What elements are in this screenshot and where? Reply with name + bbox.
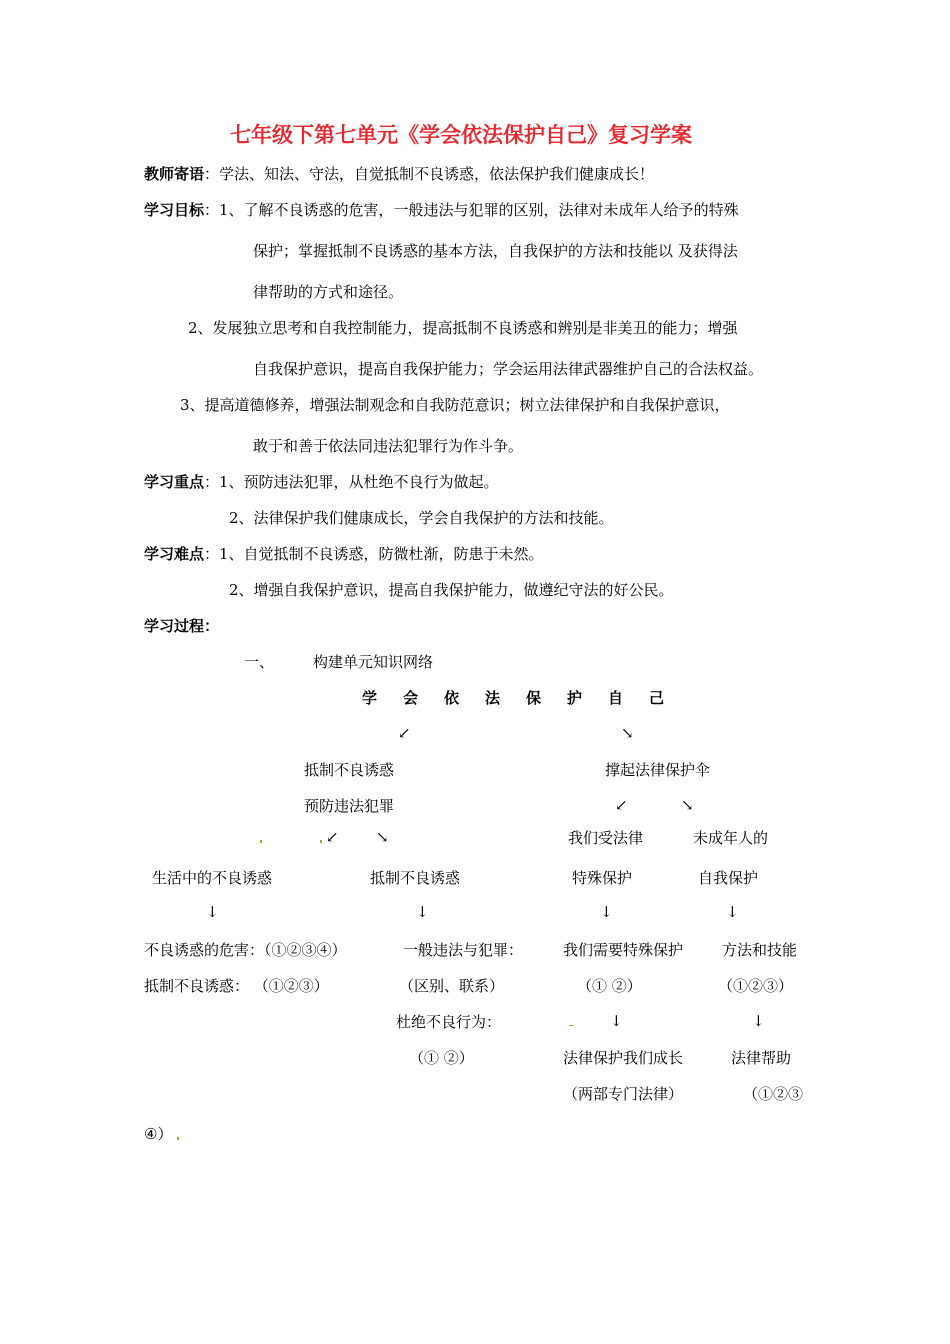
left-branch-title-2: 预防违法犯罪: [304, 797, 395, 815]
col4-head-1: 未成年人的: [693, 829, 769, 847]
arrow-right-right: ↘: [681, 796, 694, 814]
arrow-root-left: ↙: [398, 724, 411, 742]
process-label: 学习过程：: [144, 617, 220, 635]
arrow-col1: ↓: [206, 903, 219, 921]
col1-item-2: 抵制不良诱惑： （①②③）: [144, 977, 329, 995]
right-branch-title: 撑起法律保护伞: [605, 761, 711, 779]
objectives-line-1: [144, 200, 739, 220]
artifact-mark: [320, 840, 322, 843]
col2-item-1: 一般违法与犯罪：: [403, 941, 524, 959]
col3-head-2: 特殊保护: [572, 869, 633, 887]
network-root: 学会依法保护自己: [362, 689, 691, 707]
col4-item-2: （①②③）: [718, 977, 794, 995]
col2-item-4: （① ②）: [409, 1049, 474, 1067]
teacher-message: [144, 164, 654, 184]
col4-item-1: 方法和技能: [722, 941, 798, 959]
arrow-right-left: ↙: [615, 796, 628, 814]
key-points-label: 学习重点: [144, 473, 205, 491]
objectives-line-3: 律帮助的方式和途径。: [253, 283, 404, 301]
difficulties-line-2: 2、增强自我保护意识，提高自我保护能力，做遵纪守法的好公民。: [229, 581, 674, 599]
arrow-left-right: ↘: [376, 828, 389, 846]
difficulties-text-1: ：1、自觉抵制不良诱惑，防微杜渐，防患于未然。: [204, 545, 544, 563]
artifact-mark: [177, 1137, 179, 1140]
key-points-line-2: 2、法律保护我们健康成长，学会自我保护的方法和技能。: [229, 509, 614, 527]
page-title: 七年级下第七单元《学会依法保护自己》复习学案: [230, 122, 692, 147]
artifact-mark: [260, 840, 262, 843]
difficulties-line-1: [144, 544, 544, 564]
arrow-root-right: ↘: [621, 724, 634, 742]
col3-item-3: 法律保护我们成长: [563, 1049, 684, 1067]
col3-item-1: 我们需要特殊保护: [563, 941, 684, 959]
col1-head: 生活中的不良诱惑: [152, 869, 273, 887]
arrow-col3: ↓: [600, 903, 613, 921]
col4-head-2: 自我保护: [698, 869, 759, 887]
col3-item-4: （两部专门法律）: [563, 1085, 684, 1103]
col4-item-4: （①②③: [743, 1085, 804, 1103]
col2-head: 抵制不良诱惑: [370, 869, 461, 887]
difficulties-label: 学习难点: [144, 545, 205, 563]
col4-item-4-continued: ④）: [144, 1125, 173, 1143]
objectives-line-2: 保护；掌握抵制不良诱惑的基本方法，自我保护的方法和技能以 及获得法: [253, 242, 738, 260]
col1-item-1: 不良诱惑的危害：（①②③④）: [144, 941, 347, 959]
col2-item-3: 杜绝不良行为：: [396, 1013, 502, 1031]
col2-item-2: （区别、联系）: [399, 977, 505, 995]
teacher-message-text: ：学法、知法、守法，自觉抵制不良诱惑，依法保护我们健康成长！: [204, 165, 655, 183]
arrow-col3-lower: ↓: [610, 1012, 623, 1030]
objectives-text-1: ：1、了解不良诱惑的危害，一般违法与犯罪的区别，法律对未成年人给予的特殊: [204, 201, 739, 219]
arrow-col4: ↓: [726, 903, 739, 921]
section-title: 构建单元知识网络: [313, 653, 434, 671]
objectives-line-6: 3、提高道德修养，增强法制观念和自我防范意识；树立法律保护和自我保护意识，: [180, 396, 730, 414]
col3-head-1: 我们受法律: [568, 829, 644, 847]
left-branch-title-1: 抵制不良诱惑: [304, 761, 395, 779]
col4-item-3: 法律帮助: [731, 1049, 792, 1067]
key-points-text-1: ：1、预防违法犯罪，从杜绝不良行为做起。: [204, 473, 499, 491]
section-number: 一、: [244, 653, 275, 671]
arrow-col4-lower: ↓: [752, 1012, 765, 1030]
objectives-line-5: 自我保护意识，提高自我保护能力；学会运用法律武器维护自己的合法权益。: [253, 360, 764, 378]
artifact-mark: [569, 1025, 573, 1026]
key-points-line-1: [144, 472, 499, 492]
teacher-message-label: 教师寄语: [144, 165, 205, 183]
col3-item-2: （① ②）: [577, 977, 642, 995]
arrow-col2: ↓: [416, 903, 429, 921]
arrow-left-left: ↙: [326, 828, 339, 846]
objectives-line-4: 2、发展独立思考和自我控制能力，提高抵制不良诱惑和辨别是非美丑的能力；增强: [188, 319, 738, 337]
objectives-label: 学习目标: [144, 201, 205, 219]
objectives-line-7: 敢于和善于依法同违法犯罪行为作斗争。: [253, 437, 524, 455]
